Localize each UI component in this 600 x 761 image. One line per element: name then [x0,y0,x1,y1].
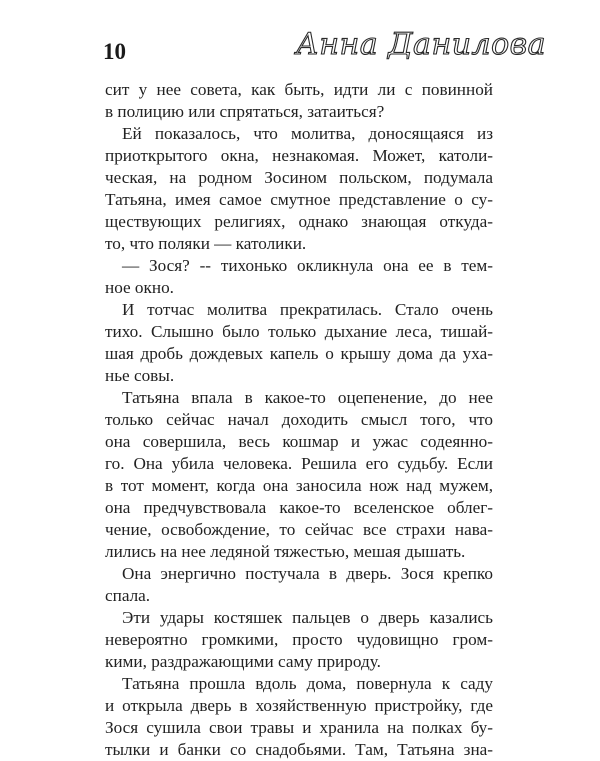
text-line: приоткрытого окна, незнакомая. Может, католи- [105,146,493,165]
text-line: невероятно громкими, просто чудовищно гром- [105,630,493,649]
text-line: тылки и банки со снадобьями. Там, Татьяна зна- [105,740,493,759]
text-line: она предчувствовала какое-то вселенское облег- [105,498,493,517]
text-line: Она энергично постучала в дверь. Зося крепко [122,564,493,583]
text-line: кими, раздражающими саму природу. [105,652,381,671]
text-line: лились на нее ледяной тяжестью, мешая дышать. [105,542,466,561]
text-line: в тот момент, когда она заносила нож над мужем, [105,476,493,495]
text-line: чение, освобождение, то сейчас все страхи нава- [105,520,493,539]
text-line: Татьяна прошла вдоль дома, повернула к саду [122,674,493,693]
text-line: сит у нее совета, как быть, идти ли с повинной [105,80,493,99]
page-number: 10 [103,39,126,64]
text-line: тихо. Слышно было только дыхание леса, тишай- [105,322,493,341]
text-line: она совершила, весь кошмар и ужас содеянно- [105,432,493,451]
page-header [0,0,600,85]
text-line: ществующих религиях, однако знающая откуда- [105,212,493,231]
text-line: Татьяна впала в какое-то оцепенение, до нее [122,388,493,407]
text-line: шая дробь дождевых капель о крышу дома да уха- [105,344,493,363]
text-line: — Зося? -- тихонько окликнула она ее в тем- [122,256,493,275]
text-line: И тотчас молитва прекратилась. Стало очень [122,300,493,319]
text-line: Зося сушила свои травы и хранила на полках бу- [105,718,493,737]
text-line: и открыла дверь в хозяйственную пристройку, где [105,696,493,715]
text-line: Эти удары костяшек пальцев о дверь казались [122,608,493,627]
text-line: ческая, на родном Зосином польском, подумала [105,168,493,187]
text-line: в полицию или спрятаться, затаиться? [105,102,385,121]
text-line: Татьяна, имея самое смутное представление о су- [105,190,493,209]
text-line: только сейчас начал доходить смысл того, что [105,410,493,429]
body-text [105,79,493,761]
text-line: спала. [105,586,151,605]
text-line: го. Она убила человека. Решила его судьбу. Если [105,454,493,473]
text-line: нье совы. [105,366,175,385]
text-line: ное окно. [105,278,174,297]
text-line: Ей показалось, что молитва, доносящаяся из [122,124,493,143]
author-running-head: Анна Данилова [296,27,547,62]
text-line: то, что поляки — католики. [105,234,307,253]
